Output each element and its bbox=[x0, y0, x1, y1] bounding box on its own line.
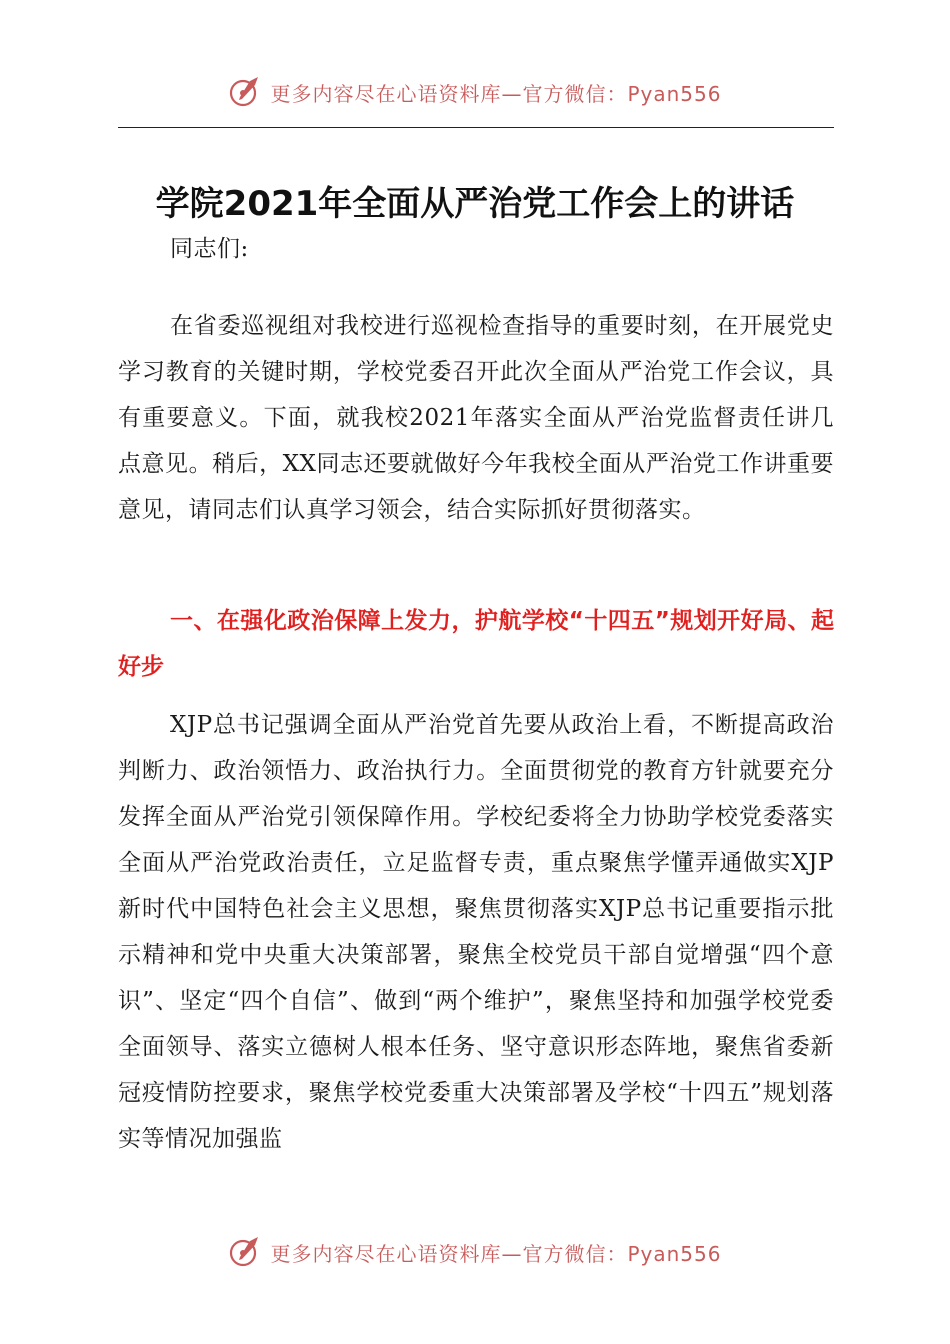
paragraph-2: XJP总书记强调全面从严治党首先要从政治上看，不断提高政治判断力、政治领悟力、政治执行力。全面贯彻党的教育方针就要充分发挥全面从严治党引领保障作用。学校纪委将全力协助学校党委落实全面从严治党政治责任，立足监督专责，重点聚焦学懂弄通做实XJP新时代中国特色社会主义思想，聚焦贯彻落实XJP总书记重要指示批示精神和党中央重大决策部署，聚焦全校党员干部自觉增强“四个意识”、坚定“四个自信”、做到“两个维护”，聚焦坚持和加强学校党委全面领导、落实立德树人根本任务、坚守意识形态阵地，聚焦省委新冠疫情防控要求，聚焦学校党委重大决策部署及学校“十四五”规划落实等情况加强监 bbox=[118, 712, 834, 1152]
footer-banner-text: 更多内容尽在心语资料库—官方微信：Pyan556 bbox=[270, 1241, 722, 1266]
pen-circle-logo-icon bbox=[228, 75, 262, 109]
pen-circle-logo-icon bbox=[228, 1235, 262, 1269]
header-banner-text: 更多内容尽在心语资料库—官方微信：Pyan556 bbox=[270, 81, 722, 106]
header-watermark-banner bbox=[0, 72, 950, 112]
paragraph-1: 在省委巡视组对我校进行巡视检查指导的重要时刻，在开展党史学习教育的关键时期，学校党委召开此次全面从严治党工作会议，具有重要意义。下面，就我校2021年落实全面从严治党监督责任讲几点意见。稍后，XX同志还要就做好今年我校全面从严治党工作讲重要意见，请同志们认真学习领会，结合实际抓好贯彻落实。 bbox=[118, 313, 834, 523]
header-divider bbox=[118, 127, 834, 128]
footer-watermark-banner bbox=[0, 1232, 950, 1272]
document-title: 学院2021年全面从严治党工作会上的讲话 bbox=[155, 184, 795, 224]
salutation: 同志们: bbox=[170, 236, 249, 262]
section-1-heading: 一、在强化政治保障上发力，护航学校“十四五”规划开好局、起好步 bbox=[118, 608, 834, 680]
